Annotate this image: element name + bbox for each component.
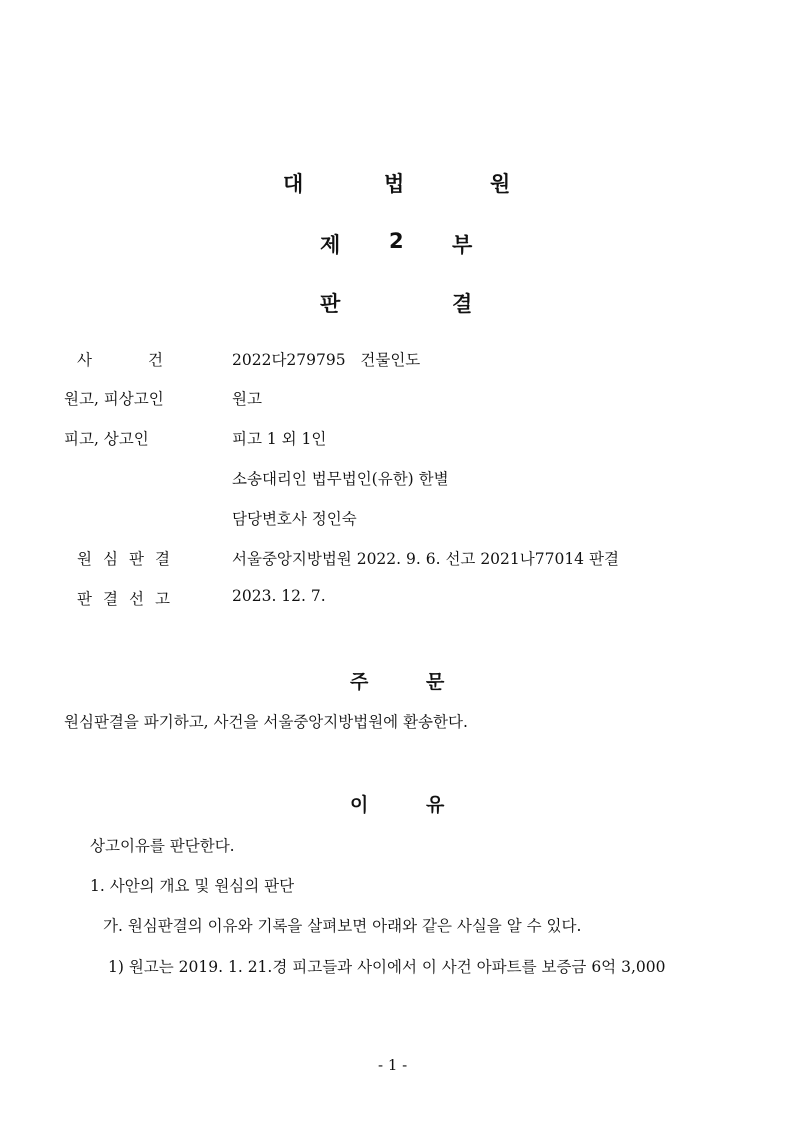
order-heading-char: 주 [350, 671, 369, 693]
defendant-attorney: 담당변호사 정인숙 [232, 510, 357, 528]
original-judgment-value: 서울중앙지방법원 2022. 9. 6. 선고 2021나77014 판결 [232, 550, 619, 568]
division-char: 2 [389, 229, 404, 253]
original-label-char: 원 [77, 550, 92, 568]
subsection-paragraph: 가. 원심판결의 이유와 기록을 살펴보면 아래와 같은 사실을 알 수 있다. [103, 917, 582, 935]
pronounced-date: 2023. 12. 7. [232, 587, 326, 605]
court-name-char: 대 [283, 172, 304, 196]
pronounced-label-char: 결 [103, 590, 118, 608]
case-label-char: 건 [148, 351, 163, 369]
defendant-counsel: 소송대리인 법무법인(유한) 한별 [232, 470, 449, 488]
order-heading-char: 문 [426, 671, 445, 693]
defendant-label: 피고, 상고인 [64, 430, 149, 448]
court-name-char: 원 [490, 172, 511, 196]
original-label-char: 결 [155, 550, 170, 568]
defendant-value: 피고 1 외 1인 [232, 430, 327, 448]
item-paragraph: 1) 원고는 2019. 1. 21.경 피고들과 사이에서 이 사건 아파트를 보증금 6억 3,000 [108, 958, 666, 976]
page-number: - 1 - [378, 1056, 408, 1074]
reasons-heading-char: 유 [426, 794, 445, 816]
original-label-char: 심 [103, 550, 118, 568]
pronounced-label-char: 선 [129, 590, 144, 608]
plaintiff-label: 원고, 피상고인 [64, 390, 164, 408]
order-text: 원심판결을 파기하고, 사건을 서울중앙지방법원에 환송한다. [64, 713, 468, 731]
division-char: 제 [320, 233, 341, 257]
case-value: 2022다279795 건물인도 [232, 351, 421, 369]
case-label-char: 사 [77, 351, 92, 369]
reasons-intro: 상고이유를 판단한다. [90, 837, 235, 855]
original-label-char: 판 [129, 550, 144, 568]
section-heading: 1. 사안의 개요 및 원심의 판단 [90, 877, 295, 895]
pronounced-label-char: 판 [77, 590, 92, 608]
judgment-title-char: 판 [320, 292, 341, 316]
reasons-heading-char: 이 [350, 794, 369, 816]
judgment-title-char: 결 [452, 292, 473, 316]
plaintiff-value: 원고 [232, 390, 262, 408]
pronounced-label-char: 고 [155, 590, 170, 608]
court-name-char: 법 [384, 172, 405, 196]
division-char: 부 [452, 233, 473, 257]
